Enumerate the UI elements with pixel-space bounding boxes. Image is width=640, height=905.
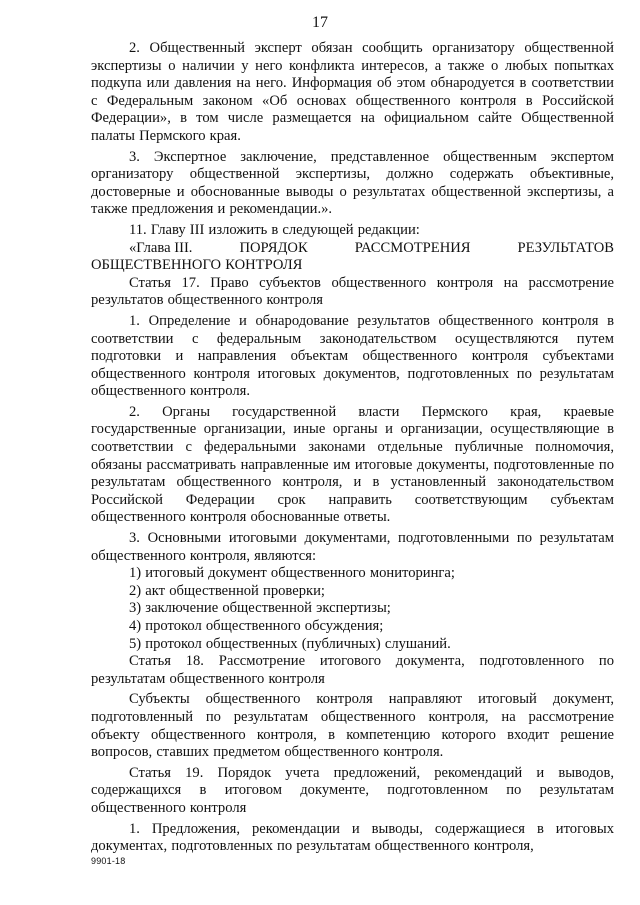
chapter-heading	[91, 240, 614, 258]
chapter-heading-part: РЕЗУЛЬТАТОВ	[517, 239, 614, 256]
paragraph: 2. Общественный эксперт обязан сообщить организатору общественной экспертизы о наличии у него конфликта интересов, а также о любых попытках подкупа или давления на него. Информация об этом обнародуется в соответствии с Федеральным законом «Об основах общественного контроля в Российской Федерации», в том числе размещается на официальном сайте Общественной палаты Пермского края.	[91, 40, 614, 144]
footer-code: 9901-18	[91, 856, 126, 866]
chapter-heading-line2: ОБЩЕСТВЕННОГО КОНТРОЛЯ	[91, 257, 303, 274]
list-item: 2) акт общественной проверки;	[129, 582, 325, 599]
chapter-heading-part: ПОРЯДОК	[239, 239, 308, 256]
chapter-heading-part: «Глава III.	[129, 239, 193, 256]
paragraph: 11. Главу III изложить в следующей редакции:	[129, 221, 420, 238]
chapter-heading-part: РАССМОТРЕНИЯ	[354, 239, 471, 256]
paragraph: 3. Экспертное заключение, представленное общественным экспертом организатору общественной экспертизы, должно содержать объективные, достоверные и обоснованные выводы о результатах общественной экспертизы, а также предложения и рекомендации.».	[91, 148, 614, 218]
article-18-paragraph-1: Субъекты общественного контроля направляют итоговый документ, подготовленный по результатам общественного контроля, на рассмотрение объекту общественного контроля, в компетенцию которого входит решение вопросов, ставших предметом общественного контроля.	[91, 691, 614, 761]
article-17-title: Статья 17. Право субъектов общественного контроля на рассмотрение результатов общественного контроля	[91, 274, 614, 309]
document-body	[91, 40, 614, 856]
article-19-title: Статья 19. Порядок учета предложений, рекомендаций и выводов, содержащихся в итоговом документе, подготовленном по результатам общественного контроля	[91, 764, 614, 816]
article-17-paragraph-1: 1. Определение и обнародование результатов общественного контроля в соответствии с федеральным законодательством осуществляются путем подготовки и направления объектам общественного контроля субъектами общественного контроля итоговых документов, подготовленных по результатам общественного контроля.	[91, 312, 614, 400]
article-17-paragraph-3: 3. Основными итоговыми документами, подготовленными по результатам общественного контроля, являются:	[91, 530, 614, 564]
list-item: 1) итоговый документ общественного мониторинга;	[129, 565, 455, 582]
article-18-title: Статья 18. Рассмотрение итогового документа, подготовленного по результатам общественного контроля	[91, 653, 614, 687]
article-17-paragraph-2: 2. Органы государственной власти Пермского края, краевые государственные организации, иные органы и организации, осуществляющие в соответствии с федеральными законами отдельные публичные полномочия, обязаны рассматривать направленные им итоговые документы, подготовленные по результатам общественного контроля, и в установленный законодательством Российской Федерации срок направить соответствующим субъектам общественного контроля обоснованные ответы.	[91, 403, 614, 526]
list-item: 5) протокол общественных (публичных) слушаний.	[129, 635, 451, 652]
list-item: 4) протокол общественного обсуждения;	[129, 618, 384, 634]
list-item: 3) заключение общественной экспертизы;	[129, 600, 391, 617]
page-number: 17	[312, 14, 328, 31]
article-19-paragraph-1: 1. Предложения, рекомендации и выводы, содержащиеся в итоговых документах, подготовленных по результатам общественного контроля,	[91, 820, 614, 855]
